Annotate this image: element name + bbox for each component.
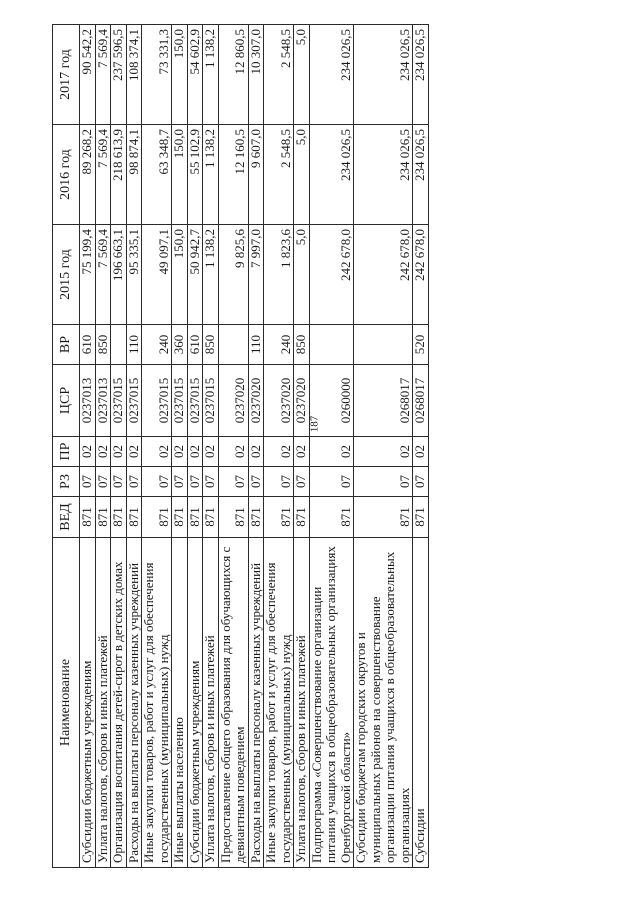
cell-2015: 95 335,1 bbox=[126, 225, 142, 325]
cell-name: Иные закупки товаров, работ и услуг для обеспечения государственных (муниципальных) нужд bbox=[264, 538, 294, 868]
cell-vr: 850 bbox=[95, 325, 111, 365]
table-row bbox=[309, 25, 354, 868]
cell-pr: 02 bbox=[264, 437, 294, 467]
cell-2016: 150,0 bbox=[172, 125, 188, 225]
cell-vr: 520 bbox=[413, 325, 429, 365]
table-row bbox=[294, 25, 310, 868]
cell-rz: 07 bbox=[187, 467, 203, 497]
cell-csr: 0237020 bbox=[218, 365, 248, 437]
cell-rz: 07 bbox=[172, 467, 188, 497]
cell-vr: 610 bbox=[187, 325, 203, 365]
cell-name: Уплата налогов, сборов и иных платежей bbox=[203, 538, 219, 868]
cell-name: Субсидии бюджетным учреждениям bbox=[187, 538, 203, 868]
cell-2016: 55 102,9 bbox=[187, 125, 203, 225]
header-pr: ПР bbox=[53, 437, 80, 467]
cell-2017: 150,0 bbox=[172, 25, 188, 125]
cell-csr: 0237015 bbox=[187, 365, 203, 437]
header-2017: 2017 год bbox=[53, 25, 80, 125]
cell-2017: 237 596,5 bbox=[111, 25, 127, 125]
cell-name: Уплата налогов, сборов и иных платежей bbox=[294, 538, 310, 868]
cell-2015: 196 663,1 bbox=[111, 225, 127, 325]
table-row bbox=[95, 25, 111, 868]
cell-2017: 234 026,5 bbox=[413, 25, 429, 125]
cell-2015: 50 942,7 bbox=[187, 225, 203, 325]
cell-csr: 0268017 bbox=[413, 365, 429, 437]
table-body bbox=[80, 25, 429, 868]
cell-vr: 240 bbox=[264, 325, 294, 365]
cell-csr: 0260000 bbox=[309, 365, 354, 437]
cell-csr: 0237020 bbox=[248, 365, 264, 437]
table-row bbox=[203, 25, 219, 868]
cell-vr bbox=[354, 325, 413, 365]
cell-vr: 610 bbox=[80, 325, 96, 365]
header-csr: ЦСР bbox=[53, 365, 80, 437]
table-row bbox=[126, 25, 142, 868]
cell-ved: 871 bbox=[294, 497, 310, 538]
cell-vr: 850 bbox=[294, 325, 310, 365]
cell-2015: 5,0 bbox=[294, 225, 310, 325]
cell-rz: 07 bbox=[111, 467, 127, 497]
cell-pr: 02 bbox=[203, 437, 219, 467]
cell-csr: 0237013 bbox=[80, 365, 96, 437]
cell-csr: 0237013 bbox=[95, 365, 111, 437]
cell-ved: 871 bbox=[111, 497, 127, 538]
cell-name: Иные закупки товаров, работ и услуг для обеспечения государственных (муниципальных) нужд bbox=[142, 538, 172, 868]
cell-2017: 7 569,4 bbox=[95, 25, 111, 125]
cell-2015: 242 678,0 bbox=[354, 225, 413, 325]
cell-rz: 07 bbox=[354, 467, 413, 497]
cell-ved: 871 bbox=[309, 497, 354, 538]
cell-2017: 2 548,5 bbox=[264, 25, 294, 125]
cell-csr: 0237015 bbox=[142, 365, 172, 437]
header-2015: 2015 год bbox=[53, 225, 80, 325]
cell-2015: 242 678,0 bbox=[309, 225, 354, 325]
cell-ved: 871 bbox=[172, 497, 188, 538]
cell-name: Субсидии бюджетам городских округов и муниципальных районов на совершенствование организации питания учащихся в общеобразовательных организациях bbox=[354, 538, 413, 868]
cell-2016: 63 348,7 bbox=[142, 125, 172, 225]
rotated-page bbox=[52, 26, 620, 868]
cell-rz: 07 bbox=[142, 467, 172, 497]
cell-csr: 0237015 bbox=[126, 365, 142, 437]
cell-2016: 7 569,4 bbox=[95, 125, 111, 225]
cell-rz: 07 bbox=[203, 467, 219, 497]
table-row bbox=[413, 25, 429, 868]
cell-vr bbox=[218, 325, 248, 365]
table-header-row bbox=[53, 25, 80, 868]
cell-2017: 234 026,5 bbox=[354, 25, 413, 125]
cell-pr: 02 bbox=[126, 437, 142, 467]
cell-csr: 0237015 bbox=[203, 365, 219, 437]
table-row bbox=[264, 25, 294, 868]
cell-ved: 871 bbox=[264, 497, 294, 538]
cell-ved: 871 bbox=[248, 497, 264, 538]
cell-csr: 0237015 bbox=[111, 365, 127, 437]
cell-ved: 871 bbox=[203, 497, 219, 538]
cell-csr: 0237020 bbox=[264, 365, 294, 437]
cell-ved: 871 bbox=[413, 497, 429, 538]
cell-2016: 218 613,9 bbox=[111, 125, 127, 225]
cell-pr: 02 bbox=[354, 437, 413, 467]
cell-rz: 07 bbox=[413, 467, 429, 497]
cell-2016: 234 026,5 bbox=[413, 125, 429, 225]
cell-rz: 07 bbox=[218, 467, 248, 497]
cell-pr: 02 bbox=[142, 437, 172, 467]
cell-ved: 871 bbox=[218, 497, 248, 538]
table-row bbox=[187, 25, 203, 868]
cell-name: Расходы на выплаты персоналу казенных учреждений bbox=[126, 538, 142, 868]
cell-name: Субсидии бюджетным учреждениям bbox=[80, 538, 96, 868]
cell-rz: 07 bbox=[264, 467, 294, 497]
cell-2015: 150,0 bbox=[172, 225, 188, 325]
header-rz: РЗ bbox=[53, 467, 80, 497]
cell-ved: 871 bbox=[354, 497, 413, 538]
cell-2015: 75 199,4 bbox=[80, 225, 96, 325]
cell-pr: 02 bbox=[80, 437, 96, 467]
cell-name: Иные выплаты населению bbox=[172, 538, 188, 868]
cell-2017: 90 542,2 bbox=[80, 25, 96, 125]
page-number: 187 bbox=[308, 415, 321, 433]
cell-csr: 0237020 bbox=[294, 365, 310, 437]
cell-2016: 1 138,2 bbox=[203, 125, 219, 225]
cell-rz: 07 bbox=[294, 467, 310, 497]
cell-name: Подпрограмма «Совершенствование организации питания учащихся в общеобразовательных организациях Оренбургской области» bbox=[309, 538, 354, 868]
table-row bbox=[172, 25, 188, 868]
cell-vr: 360 bbox=[172, 325, 188, 365]
table-row bbox=[218, 25, 248, 868]
table-row bbox=[142, 25, 172, 868]
cell-2017: 73 331,3 bbox=[142, 25, 172, 125]
cell-2016: 98 874,1 bbox=[126, 125, 142, 225]
cell-vr: 850 bbox=[203, 325, 219, 365]
cell-2015: 9 825,6 bbox=[218, 225, 248, 325]
header-ved: ВЕД bbox=[53, 497, 80, 538]
cell-2017: 5,0 bbox=[294, 25, 310, 125]
cell-ved: 871 bbox=[187, 497, 203, 538]
cell-2016: 9 607,0 bbox=[248, 125, 264, 225]
cell-name: Расходы на выплаты персоналу казенных учреждений bbox=[248, 538, 264, 868]
cell-rz: 07 bbox=[309, 467, 354, 497]
cell-rz: 07 bbox=[126, 467, 142, 497]
cell-vr: 110 bbox=[126, 325, 142, 365]
cell-2015: 242 678,0 bbox=[413, 225, 429, 325]
cell-pr: 02 bbox=[187, 437, 203, 467]
cell-2016: 89 268,2 bbox=[80, 125, 96, 225]
cell-name: Субсидии bbox=[413, 538, 429, 868]
cell-csr: 0268017 bbox=[354, 365, 413, 437]
cell-ved: 871 bbox=[95, 497, 111, 538]
cell-2017: 108 374,1 bbox=[126, 25, 142, 125]
header-name: Наименование bbox=[53, 538, 80, 868]
cell-pr: 02 bbox=[248, 437, 264, 467]
cell-2015: 1 823,6 bbox=[264, 225, 294, 325]
table-row bbox=[248, 25, 264, 868]
cell-name: Предоставление общего образования для обучающихся с девиантным поведением bbox=[218, 538, 248, 868]
budget-table bbox=[52, 24, 429, 868]
cell-pr: 02 bbox=[294, 437, 310, 467]
cell-rz: 07 bbox=[248, 467, 264, 497]
table-row bbox=[111, 25, 127, 868]
cell-vr: 240 bbox=[142, 325, 172, 365]
cell-pr: 02 bbox=[413, 437, 429, 467]
cell-vr bbox=[111, 325, 127, 365]
cell-2016: 5,0 bbox=[294, 125, 310, 225]
cell-2017: 10 307,0 bbox=[248, 25, 264, 125]
cell-vr bbox=[309, 325, 354, 365]
cell-2017: 54 602,9 bbox=[187, 25, 203, 125]
cell-pr: 02 bbox=[111, 437, 127, 467]
header-vr: ВР bbox=[53, 325, 80, 365]
table-row bbox=[354, 25, 413, 868]
cell-csr: 0237015 bbox=[172, 365, 188, 437]
cell-rz: 07 bbox=[95, 467, 111, 497]
cell-ved: 871 bbox=[80, 497, 96, 538]
cell-2016: 12 160,5 bbox=[218, 125, 248, 225]
cell-2016: 234 026,5 bbox=[354, 125, 413, 225]
cell-2016: 2 548,5 bbox=[264, 125, 294, 225]
cell-pr: 02 bbox=[218, 437, 248, 467]
cell-2017: 1 138,2 bbox=[203, 25, 219, 125]
cell-pr: 02 bbox=[172, 437, 188, 467]
table-row bbox=[80, 25, 96, 868]
cell-ved: 871 bbox=[126, 497, 142, 538]
cell-pr: 02 bbox=[309, 437, 354, 467]
cell-name: Организация воспитания детей-сирот в детских домах bbox=[111, 538, 127, 868]
cell-name: Уплата налогов, сборов и иных платежей bbox=[95, 538, 111, 868]
header-2016: 2016 год bbox=[53, 125, 80, 225]
cell-vr: 110 bbox=[248, 325, 264, 365]
cell-2016: 234 026,5 bbox=[309, 125, 354, 225]
cell-2017: 234 026,5 bbox=[309, 25, 354, 125]
cell-2015: 49 097,1 bbox=[142, 225, 172, 325]
cell-ved: 871 bbox=[142, 497, 172, 538]
cell-2015: 1 138,2 bbox=[203, 225, 219, 325]
cell-rz: 07 bbox=[80, 467, 96, 497]
cell-pr: 02 bbox=[95, 437, 111, 467]
cell-2017: 12 860,5 bbox=[218, 25, 248, 125]
cell-2015: 7 569,4 bbox=[95, 225, 111, 325]
cell-2015: 7 997,0 bbox=[248, 225, 264, 325]
